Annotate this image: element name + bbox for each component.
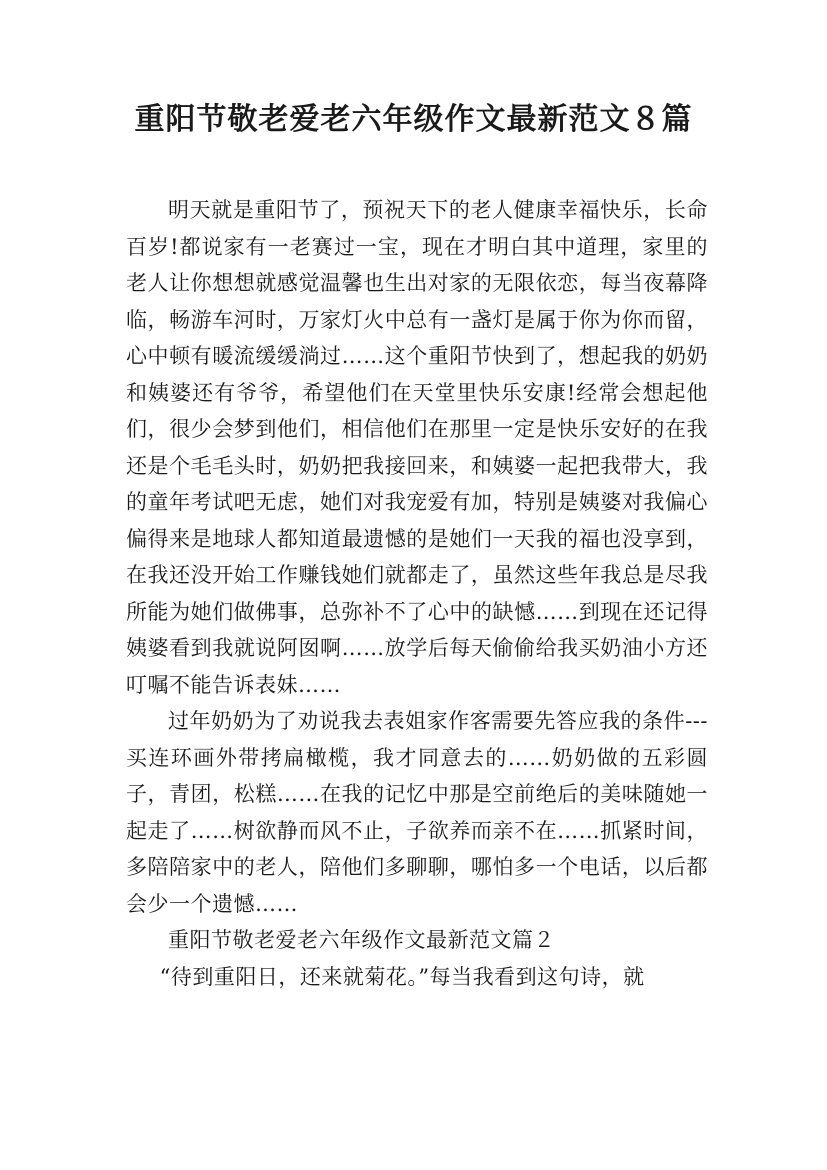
section-heading-2: 重阳节敬老爱老六年级作文最新范文篇２: [168, 928, 555, 952]
paragraph-1: 明天就是重阳节了，预祝天下的老人健康幸福快乐，长命百岁!都说家有一老赛过一宝，现在才明白其中道理，家里的老人让你想想就感觉温馨也生出对家的无限依恋，每当夜幕降临，畅游车河时，万家灯火中总有一盏灯是属于你为你而留，心中顿有暖流缓缓淌过……这个重阳节快到了，想起我的奶奶和姨婆还有爷爷，希望他们在天堂里快乐安康!经常会想起他们，很少会梦到他们，相信他们在那里一定是快乐安好的在我还是个毛毛头时，奶奶把我接回来，和姨婆一起把我带大，我的童年考试吧无虑，她们对我宠爱有加，特别是姨婆对我偏心偏得来是地球人都知道最遗憾的是她们一天我的福也没享到，在我还没开始工作赚钱她们就都走了，虽然这些年我总是尽我所能为她们做佛事，总弥补不了心中的缺憾……到现在还记得姨婆看到我就说阿囡啊……放学后每天偷偷给我买奶油小方还叮嘱不能告诉表妹……: [126, 198, 708, 697]
paragraph-3: “待到重阳日，还来就菊花。”每当我看到这句诗，就: [159, 964, 645, 989]
document-title: 重阳节敬老爱老六年级作文最新范文８篇: [134, 102, 693, 137]
document-body: [126, 192, 708, 995]
paragraph-2: 过年奶奶为了劝说我去表姐家作客需要先答应我的条件---买连环画外带拷扁橄榄，我才同意去的……奶奶做的五彩圆子，青团，松糕……在我的记忆中那是空前绝后的美味随她一起走了……树欲静而风不止，子欲养而亲不在……抓紧时间，多陪陪家中的老人，陪他们多聊聊，哪怕多一个电话，以后都会少一个遗憾……: [126, 709, 708, 916]
